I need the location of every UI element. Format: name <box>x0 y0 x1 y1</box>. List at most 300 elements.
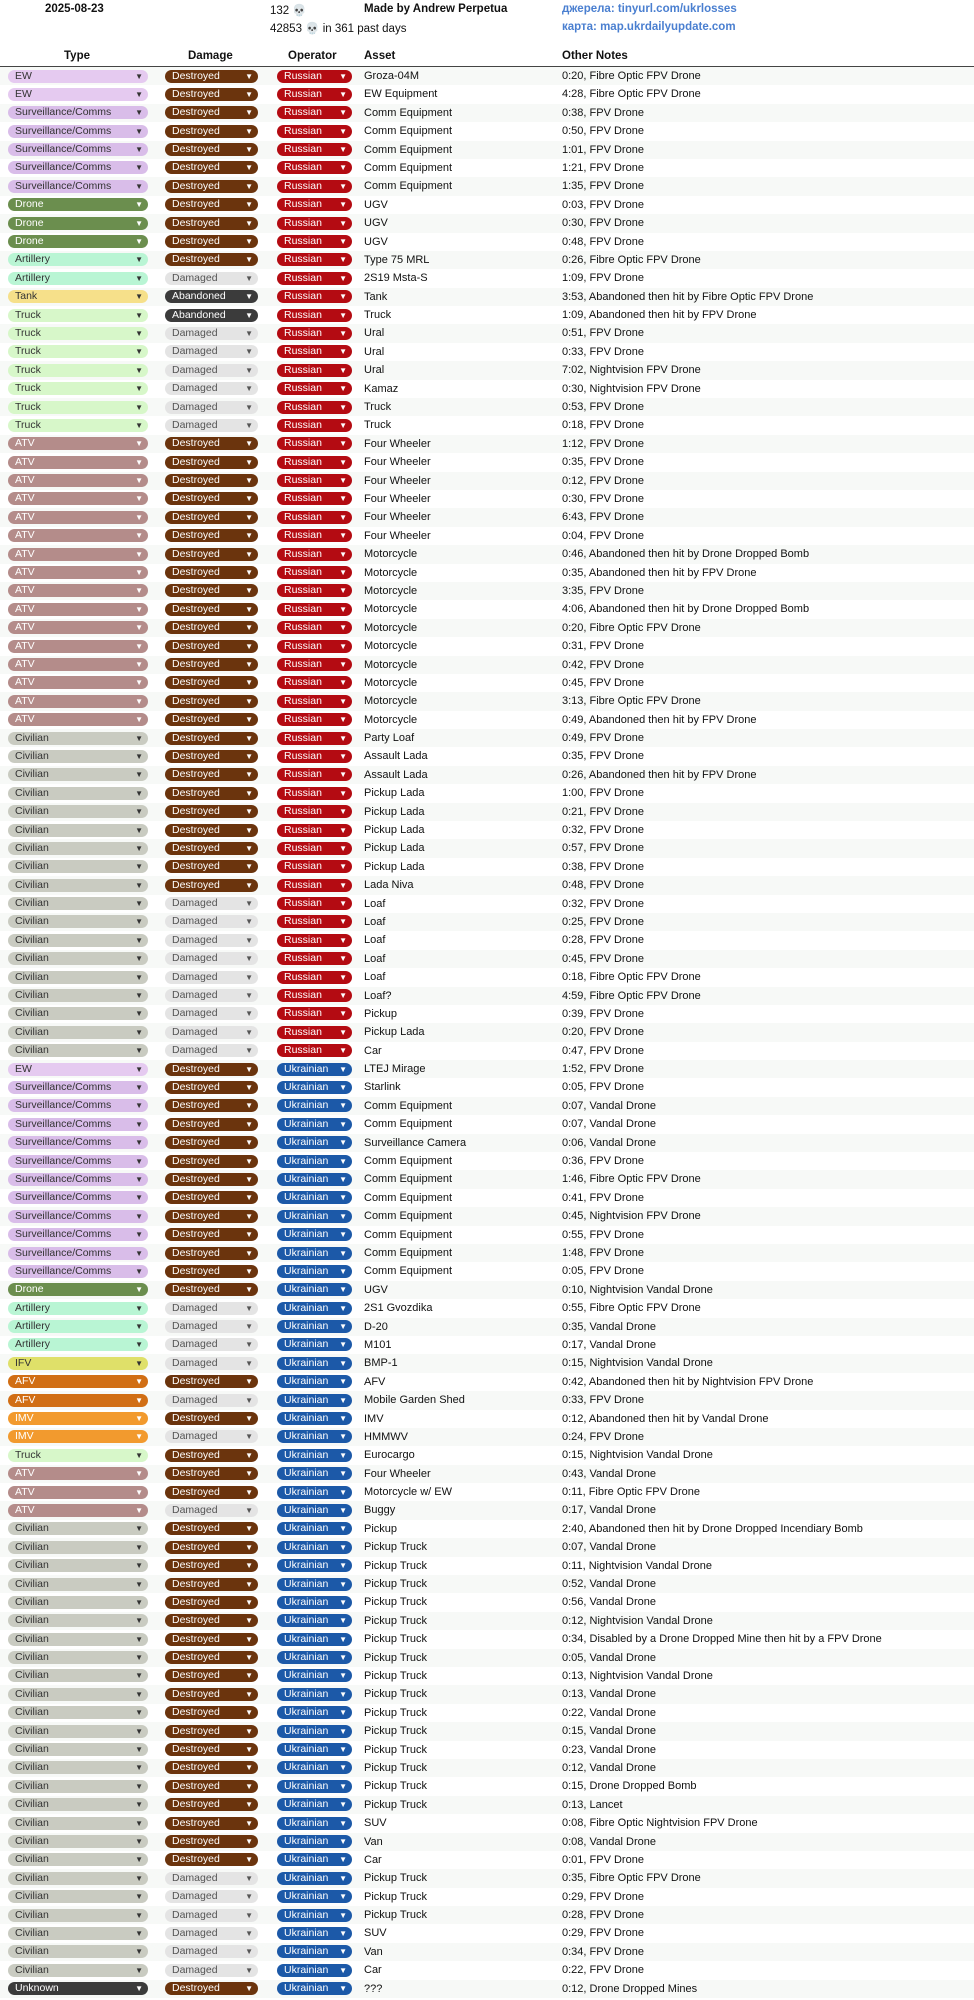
damage-select[interactable] <box>165 1982 258 1995</box>
type-select[interactable] <box>8 1210 148 1223</box>
type-select[interactable] <box>8 1320 148 1333</box>
damage-select[interactable] <box>165 290 258 303</box>
operator-select[interactable] <box>277 235 352 248</box>
type-select[interactable] <box>8 1118 148 1131</box>
type-select[interactable] <box>8 1982 148 1995</box>
type-select[interactable] <box>8 658 148 671</box>
operator-select[interactable] <box>277 1909 352 1922</box>
damage-select[interactable] <box>165 658 258 671</box>
damage-select[interactable] <box>165 566 258 579</box>
operator-select[interactable] <box>277 915 352 928</box>
damage-select[interactable] <box>165 364 258 377</box>
operator-select[interactable] <box>277 1320 352 1333</box>
operator-select[interactable] <box>277 1835 352 1848</box>
type-select[interactable] <box>8 309 148 322</box>
col-operator[interactable]: Operator <box>288 50 337 62</box>
operator-select[interactable] <box>277 70 352 83</box>
damage-select[interactable] <box>165 125 258 138</box>
type-select[interactable] <box>8 621 148 634</box>
operator-select[interactable] <box>277 1522 352 1535</box>
type-select[interactable] <box>8 1302 148 1315</box>
damage-select[interactable] <box>165 787 258 800</box>
operator-select[interactable] <box>277 1467 352 1480</box>
type-select[interactable] <box>8 1872 148 1885</box>
type-select[interactable] <box>8 1412 148 1425</box>
type-select[interactable] <box>8 106 148 119</box>
type-select[interactable] <box>8 1596 148 1609</box>
type-select[interactable] <box>8 768 148 781</box>
type-select[interactable] <box>8 1283 148 1296</box>
damage-select[interactable] <box>165 70 258 83</box>
damage-select[interactable] <box>165 217 258 230</box>
damage-select[interactable] <box>165 1320 258 1333</box>
damage-select[interactable] <box>165 1817 258 1830</box>
damage-select[interactable] <box>165 1945 258 1958</box>
type-select[interactable] <box>8 1265 148 1278</box>
damage-select[interactable] <box>165 1357 258 1370</box>
damage-select[interactable] <box>165 1651 258 1664</box>
damage-select[interactable] <box>165 474 258 487</box>
damage-select[interactable] <box>165 879 258 892</box>
operator-select[interactable] <box>277 1099 352 1112</box>
type-select[interactable] <box>8 805 148 818</box>
type-select[interactable] <box>8 1798 148 1811</box>
operator-select[interactable] <box>277 180 352 193</box>
damage-select[interactable] <box>165 401 258 414</box>
map-link[interactable]: map.ukrdailyupdate.com <box>600 21 736 33</box>
operator-select[interactable] <box>277 88 352 101</box>
type-select[interactable] <box>8 695 148 708</box>
operator-select[interactable] <box>277 1688 352 1701</box>
damage-select[interactable] <box>165 603 258 616</box>
operator-select[interactable] <box>277 1026 352 1039</box>
type-select[interactable] <box>8 1706 148 1719</box>
operator-select[interactable] <box>277 695 352 708</box>
type-select[interactable] <box>8 1559 148 1572</box>
operator-select[interactable] <box>277 732 352 745</box>
operator-select[interactable] <box>277 1725 352 1738</box>
type-select[interactable] <box>8 161 148 174</box>
type-select[interactable] <box>8 1853 148 1866</box>
type-select[interactable] <box>8 474 148 487</box>
type-select[interactable] <box>8 1247 148 1260</box>
type-select[interactable] <box>8 401 148 414</box>
type-select[interactable] <box>8 1817 148 1830</box>
damage-select[interactable] <box>165 548 258 561</box>
operator-select[interactable] <box>277 1449 352 1462</box>
type-select[interactable] <box>8 1063 148 1076</box>
type-select[interactable] <box>8 1338 148 1351</box>
type-select[interactable] <box>8 1155 148 1168</box>
operator-select[interactable] <box>277 676 352 689</box>
operator-select[interactable] <box>277 1265 352 1278</box>
operator-select[interactable] <box>277 1872 352 1885</box>
type-select[interactable] <box>8 492 148 505</box>
damage-select[interactable] <box>165 1449 258 1462</box>
damage-select[interactable] <box>165 695 258 708</box>
type-select[interactable] <box>8 915 148 928</box>
operator-select[interactable] <box>277 1964 352 1977</box>
damage-select[interactable] <box>165 584 258 597</box>
operator-select[interactable] <box>277 1063 352 1076</box>
type-select[interactable] <box>8 1761 148 1774</box>
operator-select[interactable] <box>277 584 352 597</box>
damage-select[interactable] <box>165 1669 258 1682</box>
operator-select[interactable] <box>277 1541 352 1554</box>
operator-select[interactable] <box>277 474 352 487</box>
damage-select[interactable] <box>165 272 258 285</box>
damage-select[interactable] <box>165 934 258 947</box>
type-select[interactable] <box>8 1357 148 1370</box>
type-select[interactable] <box>8 529 148 542</box>
type-select[interactable] <box>8 1522 148 1535</box>
sources-link[interactable]: tinyurl.com/ukrlosses <box>617 3 737 15</box>
damage-select[interactable] <box>165 1283 258 1296</box>
operator-select[interactable] <box>277 419 352 432</box>
type-select[interactable] <box>8 584 148 597</box>
operator-select[interactable] <box>277 1044 352 1057</box>
damage-select[interactable] <box>165 456 258 469</box>
type-select[interactable] <box>8 1964 148 1977</box>
type-select[interactable] <box>8 603 148 616</box>
type-select[interactable] <box>8 1044 148 1057</box>
type-select[interactable] <box>8 713 148 726</box>
type-select[interactable] <box>8 1688 148 1701</box>
damage-select[interactable] <box>165 1265 258 1278</box>
type-select[interactable] <box>8 1651 148 1664</box>
operator-select[interactable] <box>277 1743 352 1756</box>
damage-select[interactable] <box>165 1927 258 1940</box>
operator-select[interactable] <box>277 842 352 855</box>
damage-select[interactable] <box>165 1780 258 1793</box>
operator-select[interactable] <box>277 805 352 818</box>
type-select[interactable] <box>8 198 148 211</box>
damage-select[interactable] <box>165 989 258 1002</box>
type-select[interactable] <box>8 1835 148 1848</box>
operator-select[interactable] <box>277 1761 352 1774</box>
type-select[interactable] <box>8 290 148 303</box>
type-select[interactable] <box>8 1099 148 1112</box>
operator-select[interactable] <box>277 511 352 524</box>
damage-select[interactable] <box>165 1081 258 1094</box>
type-select[interactable] <box>8 253 148 266</box>
type-select[interactable] <box>8 1890 148 1903</box>
operator-select[interactable] <box>277 437 352 450</box>
operator-select[interactable] <box>277 327 352 340</box>
damage-select[interactable] <box>165 492 258 505</box>
damage-select[interactable] <box>165 1559 258 1572</box>
type-select[interactable] <box>8 989 148 1002</box>
operator-select[interactable] <box>277 1007 352 1020</box>
type-select[interactable] <box>8 419 148 432</box>
damage-select[interactable] <box>165 952 258 965</box>
operator-select[interactable] <box>277 1559 352 1572</box>
operator-select[interactable] <box>277 1669 352 1682</box>
damage-select[interactable] <box>165 1596 258 1609</box>
type-select[interactable] <box>8 1669 148 1682</box>
type-select[interactable] <box>8 566 148 579</box>
operator-select[interactable] <box>277 1706 352 1719</box>
damage-select[interactable] <box>165 1761 258 1774</box>
type-select[interactable] <box>8 235 148 248</box>
operator-select[interactable] <box>277 253 352 266</box>
damage-select[interactable] <box>165 1725 258 1738</box>
damage-select[interactable] <box>165 327 258 340</box>
operator-select[interactable] <box>277 860 352 873</box>
type-select[interactable] <box>8 1026 148 1039</box>
col-damage[interactable]: Damage <box>188 50 233 62</box>
operator-select[interactable] <box>277 971 352 984</box>
damage-select[interactable] <box>165 1614 258 1627</box>
type-select[interactable] <box>8 1927 148 1940</box>
damage-select[interactable] <box>165 1872 258 1885</box>
operator-select[interactable] <box>277 456 352 469</box>
col-type[interactable]: Type <box>64 50 90 62</box>
operator-select[interactable] <box>277 1173 352 1186</box>
operator-select[interactable] <box>277 1504 352 1517</box>
operator-select[interactable] <box>277 272 352 285</box>
operator-select[interactable] <box>277 1798 352 1811</box>
col-asset[interactable]: Asset <box>364 50 396 62</box>
damage-select[interactable] <box>165 1302 258 1315</box>
type-select[interactable] <box>8 1780 148 1793</box>
damage-select[interactable] <box>165 1835 258 1848</box>
type-select[interactable] <box>8 1375 148 1388</box>
operator-select[interactable] <box>277 1247 352 1260</box>
damage-select[interactable] <box>165 915 258 928</box>
operator-select[interactable] <box>277 824 352 837</box>
type-select[interactable] <box>8 934 148 947</box>
operator-select[interactable] <box>277 879 352 892</box>
operator-select[interactable] <box>277 1578 352 1591</box>
damage-select[interactable] <box>165 235 258 248</box>
operator-select[interactable] <box>277 125 352 138</box>
damage-select[interactable] <box>165 1522 258 1535</box>
damage-select[interactable] <box>165 842 258 855</box>
damage-select[interactable] <box>165 1890 258 1903</box>
operator-select[interactable] <box>277 787 352 800</box>
operator-select[interactable] <box>277 106 352 119</box>
damage-select[interactable] <box>165 1155 258 1168</box>
operator-select[interactable] <box>277 1394 352 1407</box>
operator-select[interactable] <box>277 1210 352 1223</box>
damage-select[interactable] <box>165 1798 258 1811</box>
type-select[interactable] <box>8 897 148 910</box>
operator-select[interactable] <box>277 1155 352 1168</box>
type-select[interactable] <box>8 511 148 524</box>
damage-select[interactable] <box>165 805 258 818</box>
type-select[interactable] <box>8 88 148 101</box>
operator-select[interactable] <box>277 290 352 303</box>
type-select[interactable] <box>8 437 148 450</box>
operator-select[interactable] <box>277 198 352 211</box>
damage-select[interactable] <box>165 143 258 156</box>
operator-select[interactable] <box>277 548 352 561</box>
type-select[interactable] <box>8 143 148 156</box>
operator-select[interactable] <box>277 750 352 763</box>
type-select[interactable] <box>8 1007 148 1020</box>
operator-select[interactable] <box>277 989 352 1002</box>
operator-select[interactable] <box>277 897 352 910</box>
damage-select[interactable] <box>165 732 258 745</box>
type-select[interactable] <box>8 1449 148 1462</box>
type-select[interactable] <box>8 952 148 965</box>
damage-select[interactable] <box>165 621 258 634</box>
operator-select[interactable] <box>277 382 352 395</box>
operator-select[interactable] <box>277 640 352 653</box>
operator-select[interactable] <box>277 492 352 505</box>
operator-select[interactable] <box>277 1817 352 1830</box>
type-select[interactable] <box>8 1136 148 1149</box>
damage-select[interactable] <box>165 676 258 689</box>
operator-select[interactable] <box>277 952 352 965</box>
type-select[interactable] <box>8 787 148 800</box>
damage-select[interactable] <box>165 1191 258 1204</box>
damage-select[interactable] <box>165 529 258 542</box>
damage-select[interactable] <box>165 1430 258 1443</box>
damage-select[interactable] <box>165 1007 258 1020</box>
operator-select[interactable] <box>277 603 352 616</box>
damage-select[interactable] <box>165 198 258 211</box>
damage-select[interactable] <box>165 437 258 450</box>
operator-select[interactable] <box>277 364 352 377</box>
type-select[interactable] <box>8 327 148 340</box>
type-select[interactable] <box>8 750 148 763</box>
damage-select[interactable] <box>165 1578 258 1591</box>
damage-select[interactable] <box>165 1467 258 1480</box>
damage-select[interactable] <box>165 1486 258 1499</box>
damage-select[interactable] <box>165 1338 258 1351</box>
type-select[interactable] <box>8 732 148 745</box>
type-select[interactable] <box>8 1614 148 1627</box>
type-select[interactable] <box>8 1486 148 1499</box>
operator-select[interactable] <box>277 401 352 414</box>
type-select[interactable] <box>8 860 148 873</box>
damage-select[interactable] <box>165 511 258 524</box>
operator-select[interactable] <box>277 529 352 542</box>
type-select[interactable] <box>8 1909 148 1922</box>
operator-select[interactable] <box>277 1890 352 1903</box>
damage-select[interactable] <box>165 1228 258 1241</box>
damage-select[interactable] <box>165 106 258 119</box>
operator-select[interactable] <box>277 1927 352 1940</box>
type-select[interactable] <box>8 1633 148 1646</box>
operator-select[interactable] <box>277 1357 352 1370</box>
operator-select[interactable] <box>277 1486 352 1499</box>
operator-select[interactable] <box>277 309 352 322</box>
operator-select[interactable] <box>277 1412 352 1425</box>
operator-select[interactable] <box>277 713 352 726</box>
operator-select[interactable] <box>277 1081 352 1094</box>
damage-select[interactable] <box>165 640 258 653</box>
type-select[interactable] <box>8 345 148 358</box>
type-select[interactable] <box>8 217 148 230</box>
operator-select[interactable] <box>277 1853 352 1866</box>
operator-select[interactable] <box>277 143 352 156</box>
damage-select[interactable] <box>165 382 258 395</box>
damage-select[interactable] <box>165 1210 258 1223</box>
damage-select[interactable] <box>165 88 258 101</box>
damage-select[interactable] <box>165 253 258 266</box>
type-select[interactable] <box>8 842 148 855</box>
type-select[interactable] <box>8 1191 148 1204</box>
operator-select[interactable] <box>277 217 352 230</box>
operator-select[interactable] <box>277 566 352 579</box>
damage-select[interactable] <box>165 824 258 837</box>
damage-select[interactable] <box>165 1504 258 1517</box>
damage-select[interactable] <box>165 971 258 984</box>
type-select[interactable] <box>8 1430 148 1443</box>
operator-select[interactable] <box>277 161 352 174</box>
damage-select[interactable] <box>165 1136 258 1149</box>
type-select[interactable] <box>8 1578 148 1591</box>
operator-select[interactable] <box>277 1945 352 1958</box>
type-select[interactable] <box>8 1394 148 1407</box>
damage-select[interactable] <box>165 750 258 763</box>
damage-select[interactable] <box>165 1118 258 1131</box>
damage-select[interactable] <box>165 1247 258 1260</box>
damage-select[interactable] <box>165 1853 258 1866</box>
damage-select[interactable] <box>165 180 258 193</box>
operator-select[interactable] <box>277 1283 352 1296</box>
damage-select[interactable] <box>165 1541 258 1554</box>
damage-select[interactable] <box>165 1375 258 1388</box>
operator-select[interactable] <box>277 1338 352 1351</box>
damage-select[interactable] <box>165 1099 258 1112</box>
damage-select[interactable] <box>165 1633 258 1646</box>
damage-select[interactable] <box>165 713 258 726</box>
operator-select[interactable] <box>277 658 352 671</box>
damage-select[interactable] <box>165 345 258 358</box>
damage-select[interactable] <box>165 1688 258 1701</box>
type-select[interactable] <box>8 456 148 469</box>
type-select[interactable] <box>8 879 148 892</box>
type-select[interactable] <box>8 1504 148 1517</box>
type-select[interactable] <box>8 1228 148 1241</box>
operator-select[interactable] <box>277 1136 352 1149</box>
operator-select[interactable] <box>277 1982 352 1995</box>
operator-select[interactable] <box>277 1302 352 1315</box>
type-select[interactable] <box>8 1541 148 1554</box>
operator-select[interactable] <box>277 1780 352 1793</box>
type-select[interactable] <box>8 1743 148 1756</box>
damage-select[interactable] <box>165 1063 258 1076</box>
type-select[interactable] <box>8 1945 148 1958</box>
type-select[interactable] <box>8 1173 148 1186</box>
operator-select[interactable] <box>277 1375 352 1388</box>
type-select[interactable] <box>8 272 148 285</box>
damage-select[interactable] <box>165 1173 258 1186</box>
damage-select[interactable] <box>165 309 258 322</box>
type-select[interactable] <box>8 1725 148 1738</box>
operator-select[interactable] <box>277 1118 352 1131</box>
damage-select[interactable] <box>165 1044 258 1057</box>
damage-select[interactable] <box>165 1026 258 1039</box>
type-select[interactable] <box>8 1081 148 1094</box>
type-select[interactable] <box>8 180 148 193</box>
damage-select[interactable] <box>165 897 258 910</box>
damage-select[interactable] <box>165 1909 258 1922</box>
damage-select[interactable] <box>165 1964 258 1977</box>
damage-select[interactable] <box>165 1743 258 1756</box>
damage-select[interactable] <box>165 1412 258 1425</box>
operator-select[interactable] <box>277 768 352 781</box>
operator-select[interactable] <box>277 1191 352 1204</box>
type-select[interactable] <box>8 125 148 138</box>
type-select[interactable] <box>8 548 148 561</box>
operator-select[interactable] <box>277 621 352 634</box>
operator-select[interactable] <box>277 934 352 947</box>
